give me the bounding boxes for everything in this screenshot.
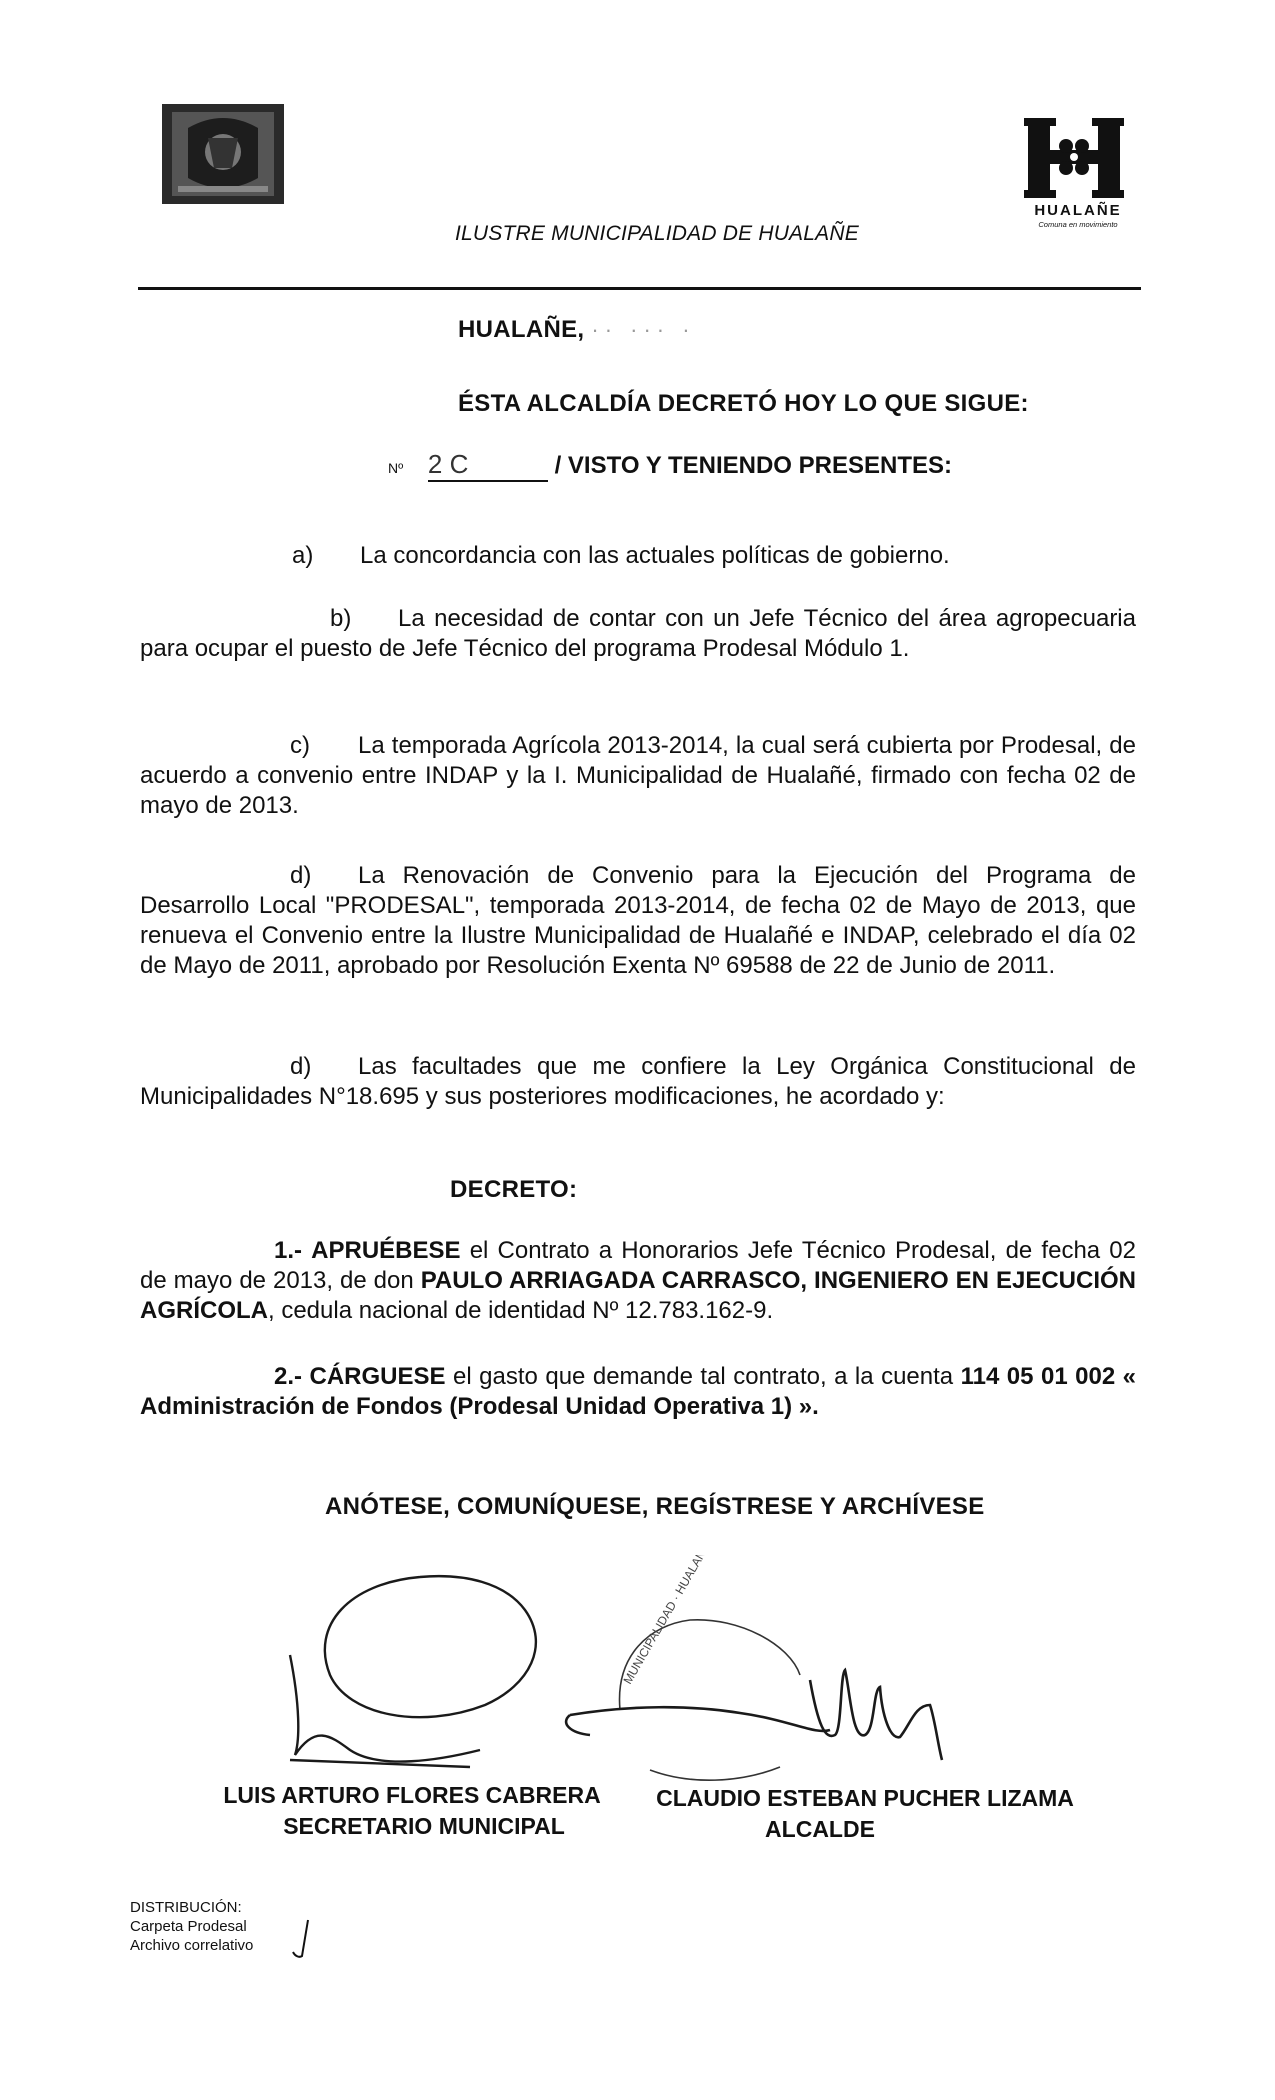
consideration-text: La Renovación de Convenio para la Ejecución del Programa de Desarrollo Local "PRODESAL", temporada 2013-2014, de fecha 02 de Mayo de 2013, que renueva el Convenio entre la Ilustre Municipalidad de Hualañé e INDAP, celebrado el día 02 de Mayo de 2011, aprobado por Resolución Exenta Nº 69588 de 22 de Junio de 2011. xyxy=(140,862,1136,979)
number-line xyxy=(388,449,952,482)
article-keyword: CÁRGUESE xyxy=(309,1363,446,1390)
logo-name: HUALAÑE xyxy=(1034,202,1122,219)
article-text: el Contrato a Honorarios Jefe Técnico Prodesal, de fecha 02 de mayo de 2013, de don xyxy=(140,1237,1136,1294)
consideration-d xyxy=(140,861,1136,981)
date-line xyxy=(458,316,696,344)
article-keyword: APRUÉBESE xyxy=(311,1237,461,1264)
signatory-name: CLAUDIO ESTEBAN PUCHER LIZAMA xyxy=(656,1785,1074,1811)
logo-h-mark xyxy=(1024,116,1124,200)
article-account: 114 05 01 002 « Administración de Fondos (Prodesal Unidad Operativa 1) ». xyxy=(140,1363,1137,1420)
distribution-label: DISTRIBUCIÓN: xyxy=(130,1899,242,1916)
consideration-c xyxy=(140,731,1136,821)
signatory-title: SECRETARIO MUNICIPAL xyxy=(283,1813,565,1839)
consideration-letter: c) xyxy=(290,732,310,759)
decree-number: 2 C xyxy=(428,449,548,482)
consideration-letter: b) xyxy=(330,605,352,632)
distribution-item: Archivo correlativo xyxy=(130,1937,254,1954)
consideration-letter: d) xyxy=(290,1053,312,1080)
mayor-signature xyxy=(566,1670,942,1760)
hualane-logo xyxy=(1018,116,1138,229)
date-value: ·· ··· · xyxy=(591,317,696,342)
signatory-secretary xyxy=(222,1782,602,1840)
decreto-label: DECRETO: xyxy=(450,1176,578,1203)
signatory-mayor xyxy=(645,1785,1085,1843)
closing-formula: ANÓTESE, COMUNÍQUESE, REGÍSTRESE Y ARCHÍVESE xyxy=(325,1493,985,1520)
number-prefix: Nº xyxy=(388,460,404,476)
signatory-title: ALCALDE xyxy=(765,1816,875,1842)
article-2 xyxy=(140,1362,1136,1422)
secretary-signature xyxy=(290,1576,536,1767)
distribution-item: Carpeta Prodesal xyxy=(130,1918,247,1935)
consideration-e xyxy=(140,1052,1136,1112)
consideration-text: La concordancia con las actuales políticas de gobierno. xyxy=(360,542,950,569)
signatory-name: LUIS ARTURO FLORES CABRERA xyxy=(223,1782,601,1808)
consideration-text: Las facultades que me confiere la Ley Orgánica Constitucional de Municipalidades N°18.695 y sus posteriores modificaciones, he acordado y: xyxy=(140,1053,1136,1110)
article-text: el gasto que demande tal contrato, a la cuenta xyxy=(445,1363,961,1390)
consideration-text: La necesidad de contar con un Jefe Técnico del área agropecuaria para ocupar el puesto de Jefe Técnico del programa Prodesal Módulo 1. xyxy=(140,605,1136,662)
consideration-letter: d) xyxy=(290,862,312,889)
distribution-block xyxy=(130,1898,253,1955)
date-label: HUALAÑE, xyxy=(458,316,585,343)
consideration-text: La temporada Agrícola 2013-2014, la cual será cubierta por Prodesal, de acuerdo a convenio entre INDAP y la I. Municipalidad de Hualañé, firmado con fecha 02 de mayo de 2013. xyxy=(140,732,1136,819)
article-text-end: , cedula nacional de identidad Nº 12.783.162-9. xyxy=(268,1297,774,1324)
visto-label: / VISTO Y TENIENDO PRESENTES: xyxy=(554,452,953,479)
header-divider xyxy=(138,287,1141,290)
signatures-area xyxy=(270,1555,1050,1795)
logo-tagline: Comuna en movimiento xyxy=(1038,220,1118,229)
consideration-letter: a) xyxy=(292,542,314,569)
consideration-a xyxy=(292,542,950,570)
institution-title: ILUSTRE MUNICIPALIDAD DE HUALAÑE xyxy=(455,222,859,245)
coat-of-arms-seal xyxy=(158,98,288,210)
distribution-check-mark xyxy=(290,1918,314,1967)
decree-heading: ÉSTA ALCALDÍA DECRETÓ HOY LO QUE SIGUE: xyxy=(458,390,1029,417)
stamp-text: MUNICIPALIDAD · HUALAÑE xyxy=(620,1555,713,1687)
article-contractor: PAULO ARRIAGADA CARRASCO, INGENIERO EN EJECUCIÓN AGRÍCOLA xyxy=(140,1267,1137,1324)
article-number: 2.- xyxy=(274,1363,303,1390)
consideration-b xyxy=(140,604,1136,664)
article-1 xyxy=(140,1236,1136,1326)
article-number: 1.- xyxy=(274,1237,303,1264)
